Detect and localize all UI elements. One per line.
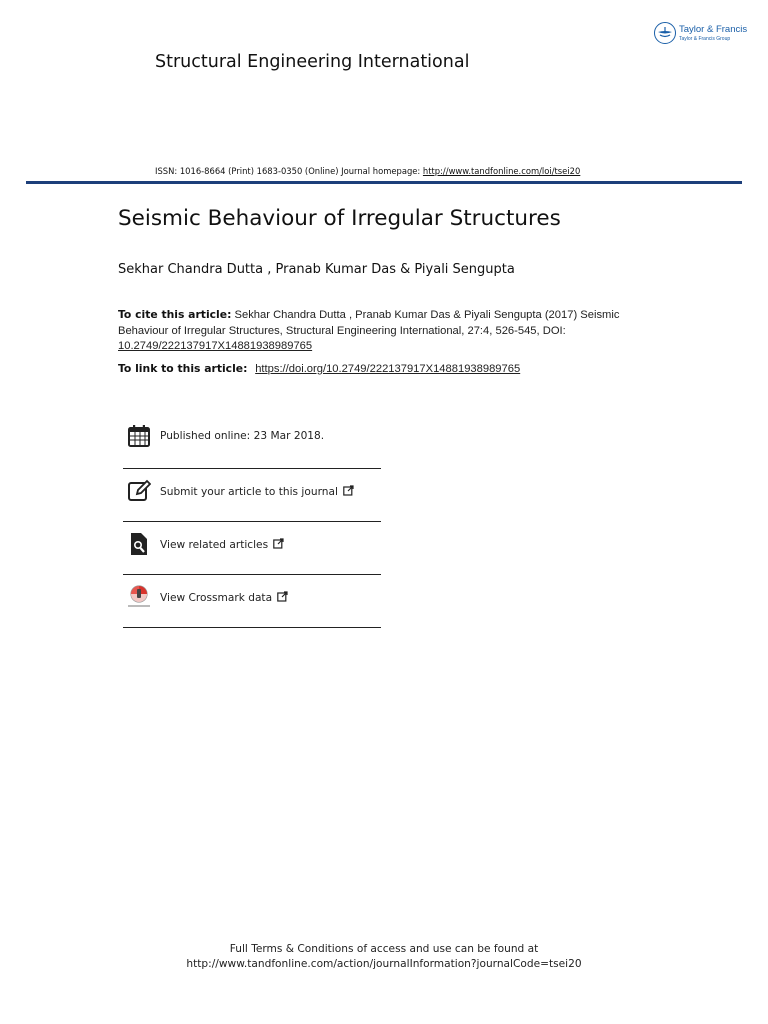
issn-text: ISSN: 1016-8664 (Print) 1683-0350 (Online) Journal homepage: xyxy=(155,166,423,176)
header-rule xyxy=(26,181,742,184)
external-link-icon xyxy=(343,485,354,496)
citation-block xyxy=(118,307,648,355)
publisher-logo-icon xyxy=(654,22,676,44)
journal-homepage-link[interactable]: http://www.tandfonline.com/loi/tsei20 xyxy=(422,166,581,176)
article-link-label: To link to this article: xyxy=(118,362,252,375)
crossmark-item[interactable] xyxy=(123,575,381,628)
submit-article-link[interactable] xyxy=(160,485,354,498)
article-link-line xyxy=(118,362,520,375)
related-articles-item[interactable] xyxy=(123,522,381,575)
citation-text: Sekhar Chandra Dutta , Pranab Kumar Das & Piyali Sengupta (2017) Seismic Behaviour of Irregular Structures, Structural Engineering International, 27:4, 526-545, DOI: xyxy=(118,309,620,337)
submit-article-label: Submit your article to this journal xyxy=(160,486,338,498)
external-link-icon xyxy=(273,538,284,549)
crossmark-label: View Crossmark data xyxy=(160,592,273,604)
related-articles-label: View related articles xyxy=(160,539,269,551)
published-online-text: Published online: 23 Mar 2018. xyxy=(160,430,325,442)
published-online-item xyxy=(123,414,381,469)
crossmark-link[interactable] xyxy=(160,591,288,604)
article-authors: Sekhar Chandra Dutta , Pranab Kumar Das & Piyali Sengupta xyxy=(118,262,515,277)
submit-article-item[interactable] xyxy=(123,469,381,522)
footer-terms-url[interactable]: http://www.tandfonline.com/action/journalInformation?journalCode=tsei20 xyxy=(186,958,582,970)
article-doi-link[interactable]: https://doi.org/10.2749/222137917X14881938989765 xyxy=(255,363,521,375)
external-link-icon xyxy=(277,591,288,602)
citation-doi-link[interactable]: 10.2749/222137917X14881938989765 xyxy=(118,340,313,352)
footer-terms-text: Full Terms & Conditions of access and use can be found at xyxy=(229,943,539,955)
publisher-logo[interactable] xyxy=(654,22,754,48)
publisher-name: Taylor & Francis xyxy=(679,24,748,35)
terms-footer xyxy=(0,942,768,972)
publisher-group: Taylor & Francis Group xyxy=(679,36,731,42)
article-info-list xyxy=(123,414,381,628)
citation-label: To cite this article: xyxy=(118,308,232,321)
issn-line xyxy=(155,166,580,176)
crossmark-icon xyxy=(127,585,151,609)
calendar-icon xyxy=(127,424,151,448)
article-title: Seismic Behaviour of Irregular Structures xyxy=(118,206,561,231)
journal-title: Structural Engineering International xyxy=(155,52,470,72)
search-document-icon xyxy=(127,532,151,556)
related-articles-link[interactable] xyxy=(160,538,284,551)
edit-icon xyxy=(127,479,151,503)
